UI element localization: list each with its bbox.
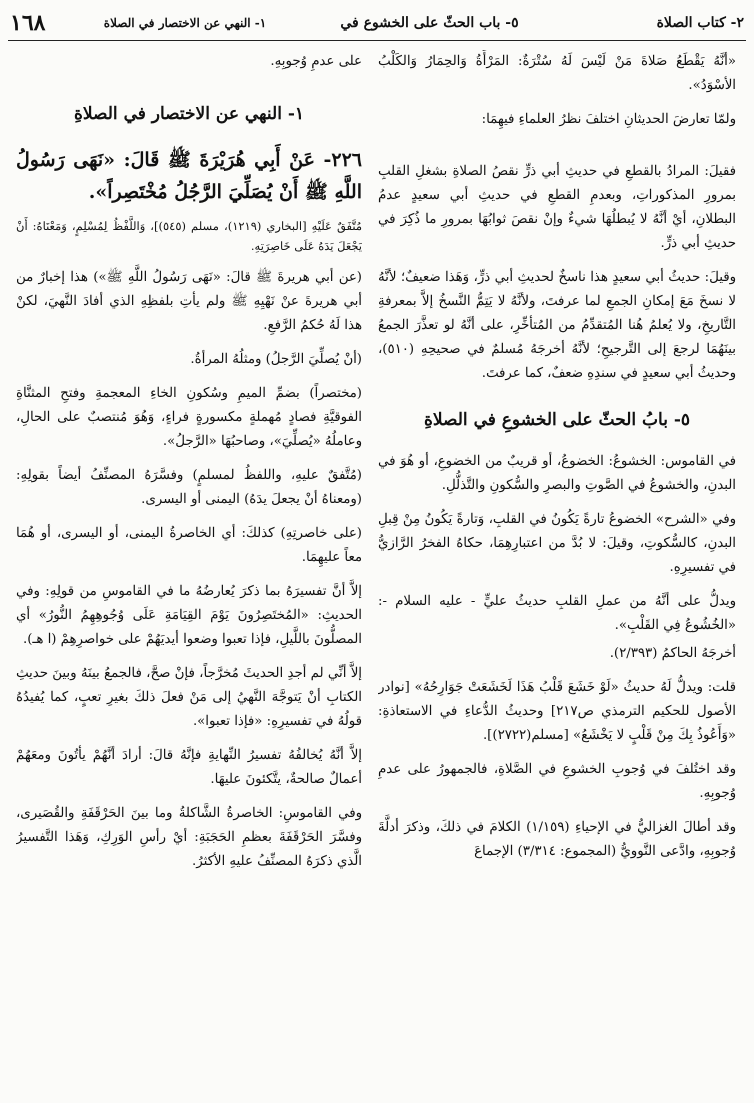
paragraph: (على خاصرتِهِ) كذلكَ: أي الخاصرةُ اليمنى، أو اليسرى، أو هُمَا معاً عليهِمَا. — [16, 526, 362, 565]
paragraph: قلت: ويدلُّ لَهُ حديثُ «لَوْ خَشَعَ قَلْبُ هَذَا لَخَشَعَتْ جَوَارِحُهُ» [نوادر الأصول للحكيم الترمذي ص٢١٧] وحديثُ الدُّعاءِ في الاستعاذةِ: «وَأَعُوذُ بِكَ مِنْ قَلْبٍ لا يَخْشَعُ» [مسلم(٢٧٢٢)]. — [378, 680, 736, 743]
paragraph: إلاَّ أنِّي لم أجدِ الحديثَ مُخرَّجاً، فإنْ صحَّ، فالجمعُ بينَهُ وبينَ حديثِ الكتابِ أنْ يَتوجَّهَ النَّهيُ إلى مَنْ فعلَ ذلكَ بغيرِ تعبٍ، كما يُفيدُهُ قولُهُ في تفسيرِهِ: «فإذا تعبوا». — [16, 666, 362, 729]
paragraph: وقد أطالَ الغزاليُّ في الإحياءِ (١/١٥٩) الكلامَ في ذلكَ، وذكرَ أدلَّةَ وُجوبِهِ، وادَّعى النَّوويُّ (المجموع: ٣/٣١٤) الإجماعَ — [378, 820, 736, 859]
header-chapter-title: ٥- باب الحثّ على الخشوع في — [340, 15, 519, 31]
running-header — [10, 8, 744, 38]
right-column — [378, 50, 736, 1090]
paragraph: فقيلَ: المرادُ بالقطعِ في حديثِ أبي ذرٍّ نقصُ الصلاةِ بشغلِ القلبِ بمرورِ المذكوراتِ، وبعدمِ القطعِ في حديثِ أبي سعيدٍ عدمُ البطلانِ، أيْ أنَّهُ لا يُبطلُهَا شيءٌ وإنْ نقصَ ثوابُهَا بمرورِ ما ذُكِرَ في حديثِ أبي ذرٍّ. — [378, 164, 736, 251]
header-rule — [8, 40, 746, 41]
paragraph: وقد اختُلفَ في وُجوبِ الخشوعِ في الصَّلاةِ، فالجمهورُ على عدمِ وُجوبِهِ. — [378, 762, 736, 801]
paragraph: وفي القاموسِ: الخاصرةُ الشَّاكلةُ وما بينَ الحَرْقَفَةِ والقُصَيرى، وفسَّرَ الحَرْقَفَةَ بعظمِ الحَجَبَةِ: أيْ رأسِ الوَرِكِ، وَهَذا التَّفسيرُ الَّذي ذكرَهُ المصنِّفُ عليهِ الأكثرُ. — [16, 806, 362, 869]
page-number: ١٦٨ — [10, 10, 46, 36]
hadith-text: ٢٢٦- عَنْ أَبِي هُرَيْرَةَ ﷺ قَالَ: «نَهَى رَسُولُ اللَّهِ ﷺ أَنْ يُصَلِّيَ الرَّجُلُ مُخْتَصِراً». — [16, 149, 362, 203]
header-section-title: ١- النهي عن الاختصار في الصلاة — [103, 16, 267, 30]
paragraph: إلاَّ أنَّهُ يُخالفُهُ تفسيرُ النِّهايةِ فإنَّهُ قالَ: أرادَ أنَّهُمْ يأتُونَ ومعَهُمْ أعمالٌ صالحةٌ، يتَّكئونَ عليهَا. — [16, 748, 362, 787]
section-title: ٥- بابُ الحثّ على الخشوعِ في الصلاةِ — [423, 410, 691, 430]
paragraph: ويدلُّ على أنَّهُ من عملِ القلبِ حديثُ عليٍّ - عليه السلام -: «الخُشُوعُ فِي القَلْبِ». — [378, 594, 736, 633]
paragraph: (مختصراً) بضمِّ الميمِ وسُكونِ الخاءِ المعجمةِ وفتحِ المثنَّاةِ الفوقيَّةِ فصادٍ مُهملةٍ مكسورةٍ فراءٍ، وَهُوَ مُنتصبٌ على الحالِ، وعاملُهُ «يُصلِّيَ»، وصاحبُهَا «الرَّجلُ». — [16, 386, 362, 449]
paragraph: (مُتَّفقٌ عليهِ، واللفظُ لمسلمٍ) وفسَّرَهُ المصنِّفُ أيضاً بقولِهِ: (ومعناهُ أنْ يجعلَ يدَهُ) اليمنى أو اليسرى. — [16, 468, 362, 507]
hadith-reference: مُتَّفَقٌ عَلَيْهِ [البخاري (١٢١٩)، مسلم (٥٤٥)]، وَاللَّفْظُ لِمُسْلِمٍ، وَمَعْنَاهُ: أَنْ يَجْعَلَ يَدَهُ عَلَى خَاصِرَتِهِ. — [16, 219, 362, 253]
paragraph: على عدمِ وُجوبِهِ. — [270, 54, 362, 69]
paragraph: وفي «الشرح» الخضوعُ تارةً يَكُونُ في القلبِ، وَتارةً يَكُونُ مِنْ قِبلِ البدنِ، كالسُّكوتِ، وقيلَ: لا بُدَّ من اعتبارِهِمَا، حكاهُ الفخرُ الرَّازيُّ في تفسيرِهِ. — [378, 512, 736, 575]
paragraph: أخرجَهُ الحاكمُ (٢/٣٩٣). — [609, 646, 736, 661]
paragraph: في القاموس: الخشوعُ: الخضوعُ، أو قريبٌ من الخضوعِ، أو هُوَ في البدنِ، والخشوعُ في الصَّوتِ والبصرِ والسُّكونِ والتَّذلُّلِ. — [378, 454, 736, 493]
paragraph: إلاَّ أنَّ تفسيرَهُ بما ذكرَ يُعارضُهُ ما في القاموسِ من قولِهِ: وفي الحديثِ: «المُختَصِرُونَ يَوْمَ القِيَامَةِ عَلَى وُجُوهِهِمُ النُّورُ» أي المصلُّونَ باللَّيلِ، فإذا تعبوا وضعوا أيديَهُمْ على خواصرِهِمْ (ا هـ). — [16, 584, 362, 647]
section-title: ١- النهي عن الاختصار في الصلاةِ — [73, 104, 305, 124]
left-column — [16, 50, 362, 1090]
paragraph: (أنْ يُصلِّيَ الرَّجلُ) ومثلُهُ المرأةُ. — [190, 352, 362, 367]
paragraph: وقيلَ: حديثُ أبي سعيدٍ هذا ناسخٌ لحديثِ أبي ذرٍّ، وَهَذا ضعيفٌ؛ لأنَّهُ لا نسخَ مَعَ إمكانِ الجمعِ لما عرفتَ، ولأنَّهُ لا يَتِمُّ النَّسخُ إلاَّ بمعرفةِ التَّاريخِ، ولا يُعلمُ هُنا المُتقدِّمُ من المُتأخِّرِ، على أنَّهُ لو تعذَّرَ الجمعُ بينَهُمَا لرجعَ إلى التَّرجيحِ؛ لأنَّهُ أخرجَهُ مُسلمٌ في صحيحِهِ (٥١٠)، وحديثُ أبي سعيدٍ في سندِهِ ضعفٌ، كما عرفتَ. — [378, 270, 736, 381]
paragraph: ولمّا تعارضَ الحديثانِ اختلفَ نظرُ العلماءِ فيهِمَا: — [481, 112, 736, 127]
paragraph: «أنَّهُ يَقْطَعُ صَلاةَ مَنْ لَيْسَ لَهُ سُتْرَةٌ: المَرْأَةُ وَالحِمَارُ وَالكَلْبُ الأسْوَدُ». — [378, 54, 736, 93]
header-book-title: ٢- كتاب الصلاة — [656, 15, 744, 31]
paragraph: (عن أبي هريرةَ ﷺ قالَ: «نَهَى رَسُولُ اللَّهِ ﷺ») هذا إخبارٌ من أبي هريرةَ عنْ نَهْيِهِ ﷺ ولم يأتِ بلفظِهِ الذي أفادَ النَّهيَ، لكنْ هذا لَهُ حُكمُ الرَّفعِ. — [16, 270, 362, 333]
